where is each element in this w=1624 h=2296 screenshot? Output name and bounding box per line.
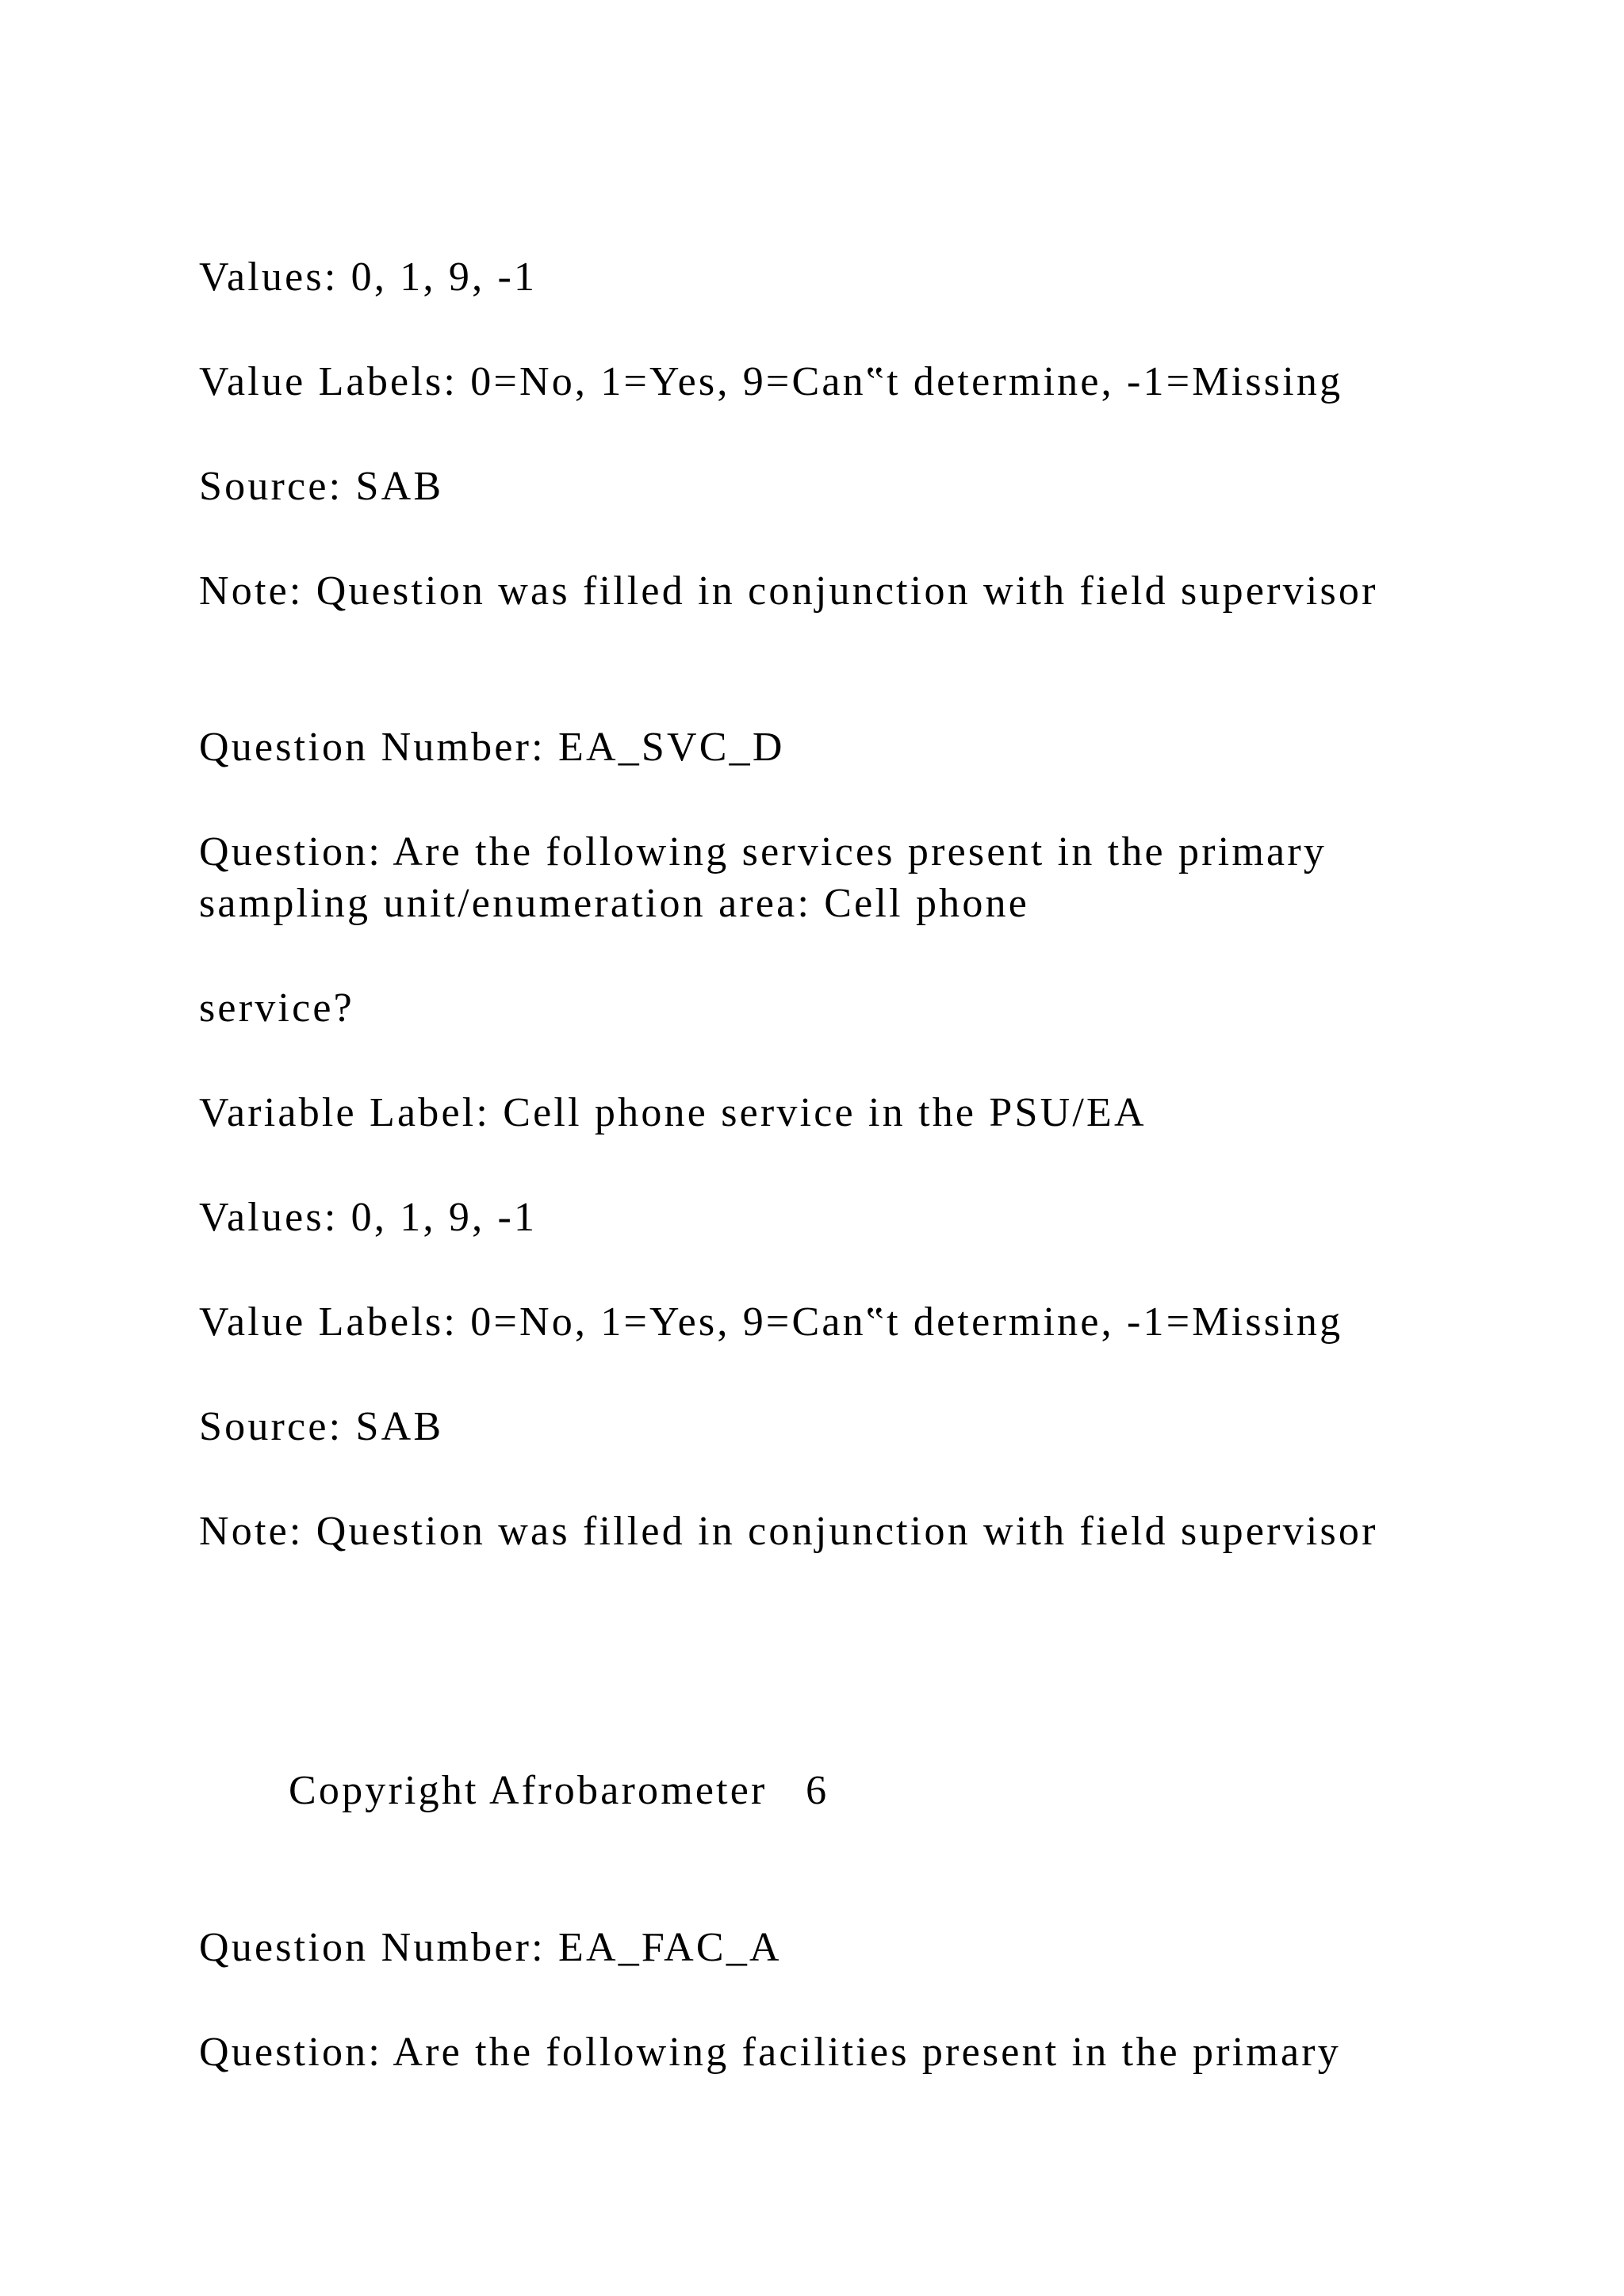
note-line: Note: Question was filled in conjunction with field supervisor: [199, 1509, 1378, 1554]
question-line-end: service?: [199, 985, 354, 1031]
value-labels-line: Value Labels: 0=No, 1=Yes, 9=Can‟t determine, -1=Missing: [199, 1299, 1343, 1345]
values-line: Values: 0, 1, 9, -1: [199, 1195, 538, 1240]
question-number-line: Question Number: EA_SVC_D: [199, 725, 785, 770]
page-footer: Copyright Afrobarometer 6: [289, 1768, 829, 1813]
question-line: Question: Are the following services present in the primary: [199, 829, 1327, 874]
source-line: Source: SAB: [199, 464, 444, 509]
question-line: Question: Are the following facilities present in the primary: [199, 2030, 1342, 2075]
values-line: Values: 0, 1, 9, -1: [199, 254, 538, 300]
question-line-continued: sampling unit/enumeration area: Cell phone: [199, 881, 1030, 926]
source-line: Source: SAB: [199, 1404, 444, 1449]
variable-label-line: Variable Label: Cell phone service in the PSU/EA: [199, 1090, 1147, 1135]
question-number-line: Question Number: EA_FAC_A: [199, 1925, 782, 1970]
note-line: Note: Question was filled in conjunction with field supervisor: [199, 568, 1378, 614]
value-labels-line: Value Labels: 0=No, 1=Yes, 9=Can‟t determine, -1=Missing: [199, 359, 1343, 404]
